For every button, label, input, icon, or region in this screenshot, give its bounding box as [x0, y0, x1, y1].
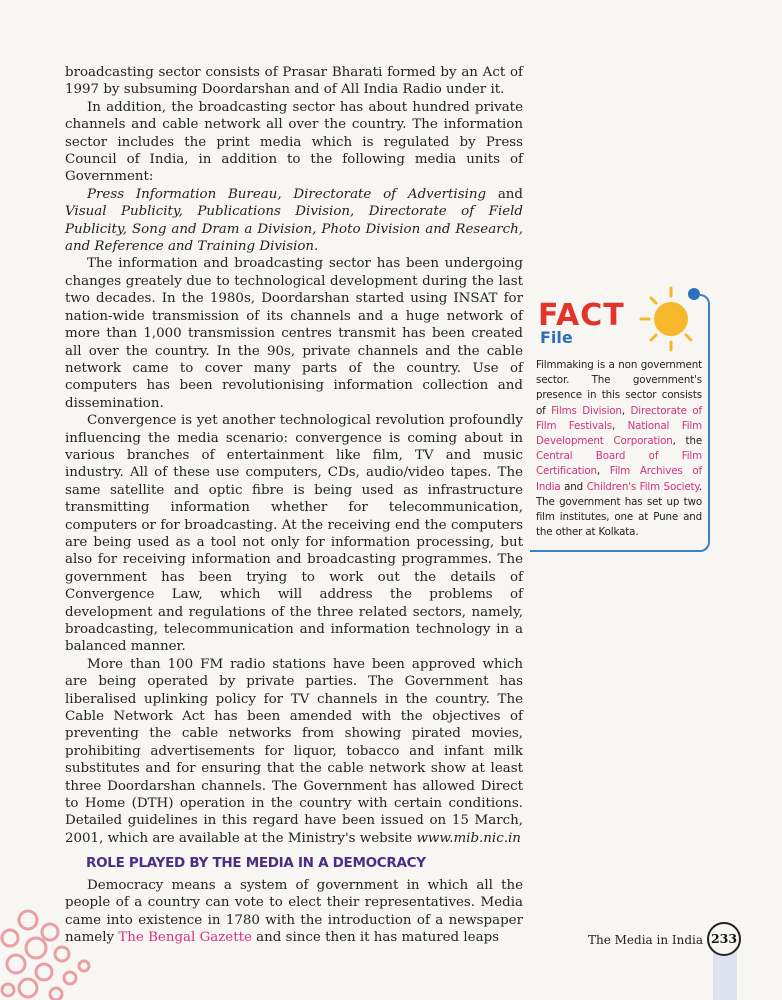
fact-title: FACT — [538, 298, 625, 333]
media-units-text: Visual Publicity, Publications Division, Directorate of Field Publicity, Song and Dram a Division, Photo Division and Research, and Reference and Training Division. — [65, 204, 523, 255]
fact-highlight: National Film Development Corporation — [536, 419, 703, 448]
fact-text: , — [612, 419, 628, 432]
paragraph: In addition, the broadcasting sector has about hundred private channels and cable network all over the country. The information sector includes the print media which is regulated by Press Council of India, in addition to the following media units of Government: — [65, 99, 523, 185]
fact-file-body — [530, 356, 710, 552]
fact-text: , the — [672, 435, 702, 448]
fact-text: , — [621, 404, 631, 417]
fact-text: . The government has set up two film institutes, one at Pune and the other at Kolkata. — [536, 480, 702, 539]
fact-subtitle: File — [540, 328, 573, 347]
fact-text: Filmmaking is a non government sector. The government's presence in this sector consists of — [536, 359, 702, 417]
paragraph-text: More than 100 FM radio stations have been approved which are being operated by private parties. The Government has liberalised uplinking policy for TV channels in the country. The Cable Network Act has been amended with the objectives of preventing the cable networks from showing pirated movies, prohibiting advertisements for liquor, tobacco and infant milk substitutes and for ensuring that the cable network show at least three Doordarshan channels. The Government has allowed Direct to Home (DTH) operation in the country with certain conditions. Detailed guidelines in this regard have been issued on 15 March, 2001, which are available at the Ministry's website — [65, 656, 523, 846]
paragraph: Convergence is yet another technological revolution profoundly influencing the media scenario: convergence is coming about in various branches of entertainment like film, TV and music industry. All of these use computers, CDs, audio/video tapes. The same satellite and optic fibre is being used as infrastructure transmitting information whether for telecommunication, computers or for broadcasting. At the receiving end the computers are being used as a tool not only for information processing, but also for receiving information and broadcasting programmes. The government has been trying to work out the details of Convergence Law, which will address the problems of development and regulations of the three related sectors, namely, broadcasting, telecommunication and information technology in a balanced manner. — [65, 413, 523, 655]
paragraph — [65, 656, 523, 847]
media-units-text: Press Information Bureau, Directorate of Advertising — [87, 186, 487, 202]
paragraph-text: Democracy means a system of government in which all the people of a country can vote to elect their representatives. Media came into existence in 1780 with the introduction of a newspaper namely — [65, 877, 523, 945]
fact-highlight: Film Archives of India — [536, 465, 702, 493]
paragraph: broadcasting sector consists of Prasar Bharati formed by an Act of 1997 by subsuming Doordarshan and of All India Radio under it. — [65, 65, 523, 98]
paragraph: The information and broadcasting sector has been undergoing changes greately due to technological development during the last two decades. In the 1980s, Doordarshan started using INSAT for nation-wide transmission of its channels and a huge network of more than 1,000 transmission centres transmit has been created all over the country. In the 90s, private channels and the cable network came to cover many parts of the country. Use of computers has been revolutionising information collection and dissemination. — [65, 256, 523, 411]
main-text-column — [65, 64, 523, 946]
decorative-circles-icon — [0, 908, 110, 1000]
fact-highlight: Films Division — [551, 404, 622, 417]
paragraph-text: and since then it has matured leaps — [251, 929, 500, 945]
website-link[interactable]: www.mib.nic.in — [416, 830, 521, 846]
fact-file-box — [530, 290, 710, 552]
fact-highlight: Central Board of Film Certification — [536, 450, 702, 478]
fact-text: and — [560, 480, 587, 493]
fact-text: , — [596, 465, 610, 478]
fact-border — [700, 294, 710, 358]
fact-highlight: Directorate of Film Festivals — [536, 404, 703, 432]
section-heading: ROLE PLAYED BY THE MEDIA IN A DEMOCRACY — [86, 855, 426, 872]
chapter-title: The Media in India — [588, 933, 704, 947]
paragraph-media-units — [65, 186, 523, 256]
sun-icon — [638, 284, 708, 354]
newspaper-link[interactable]: The Bengal Gazette — [118, 929, 252, 945]
page-number: 233 — [707, 922, 741, 956]
paragraph — [65, 877, 523, 947]
fact-file-header — [530, 290, 710, 356]
fact-highlight: Children's Film Society — [586, 480, 699, 493]
connector-text: and — [486, 186, 524, 202]
